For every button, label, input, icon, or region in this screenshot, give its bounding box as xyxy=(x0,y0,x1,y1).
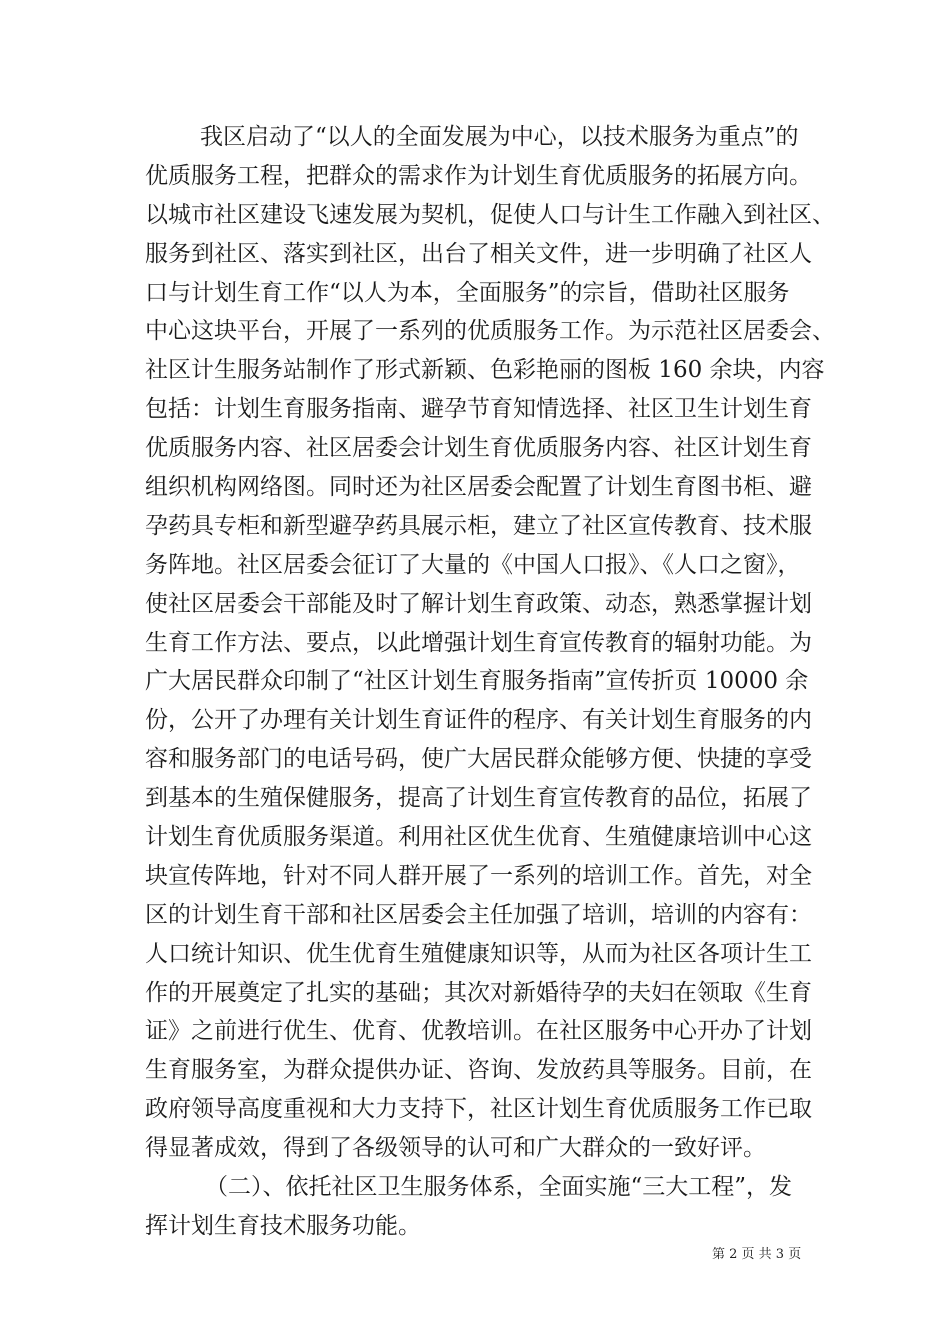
paragraph-line: 优质服务内容、社区居委会计划生育优质服务内容、社区计划生育 xyxy=(145,435,812,462)
paragraph-line: 我区启动了“以人的全面发展为中心，以技术服务为重点”的 xyxy=(200,124,799,150)
paragraph-line: （二）、依托社区卫生服务体系，全面实施“三大工程”，发 xyxy=(205,1174,793,1201)
paragraph-line: 生育服务室，为群众提供办证、咨询、发放药具等服务。目前，在 xyxy=(145,1057,812,1084)
paragraph-line: 中心这块平台，开展了一系列的优质服务工作。为示范社区居委会、 xyxy=(145,318,835,345)
paragraph-line: 组织机构网络图。同时还为社区居委会配置了计划生育图书柜、避 xyxy=(145,474,812,501)
paragraph-line: 政府领导高度重视和大力支持下，社区计划生育优质服务工作已取 xyxy=(145,1096,812,1123)
paragraph-line: 服务到社区、落实到社区，出台了相关文件，进一步明确了社区人 xyxy=(145,240,812,267)
paragraph-2 xyxy=(145,1168,810,1246)
paragraph-1 xyxy=(145,118,835,1168)
paragraph-line: 证》之前进行优生、优育、优教培训。在社区服务中心开办了计划 xyxy=(145,1018,812,1045)
paragraph-line: 区的计划生育干部和社区居委会主任加强了培训，培训的内容有： xyxy=(145,901,812,928)
paragraph-line: 务阵地。社区居委会征订了大量的《中国人口报》、《人口之窗》， xyxy=(145,551,801,578)
paragraph-line: 孕药具专柜和新型避孕药具展示柜，建立了社区宣传教育、技术服 xyxy=(145,512,812,539)
paragraph-line: 包括：计划生育服务指南、避孕节育知情选择、社区卫生计划生育 xyxy=(145,396,812,423)
paragraph-line: 广大居民群众印制了“社区计划生育服务指南”宣传折页 10000 余 xyxy=(145,668,809,695)
paragraph-line: 以城市社区建设飞速发展为契机，促使人口与计生工作融入到社区、 xyxy=(145,201,835,228)
paragraph-line: 使社区居委会干部能及时了解计划生育政策、动态，熟悉掌握计划 xyxy=(145,590,812,617)
paragraph-line: 人口统计知识、优生优育生殖健康知识等，从而为社区各项计生工 xyxy=(145,940,812,967)
page-number-footer: 第 2 页 共 3 页 xyxy=(712,1247,802,1262)
paragraph-line: 作的开展奠定了扎实的基础；其次对新婚待孕的夫妇在领取《生育 xyxy=(145,979,812,1006)
paragraph-line: 份，公开了办理有关计划生育证件的程序、有关计划生育服务的内 xyxy=(145,707,812,734)
paragraph-line: 容和服务部门的电话号码，使广大居民群众能够方便、快捷的享受 xyxy=(145,746,812,773)
paragraph-line: 生育工作方法、要点，以此增强计划生育宣传教育的辐射功能。为 xyxy=(145,629,812,656)
paragraph-line: 优质服务工程，把群众的需求作为计划生育优质服务的拓展方向。 xyxy=(145,162,812,189)
document-body xyxy=(145,118,835,1246)
paragraph-line: 社区计生服务站制作了形式新颖、色彩艳丽的图板 160 余块，内容 xyxy=(145,357,825,384)
paragraph-line: 挥计划生育技术服务功能。 xyxy=(145,1212,421,1239)
paragraph-line: 口与计划生育工作“以人为本，全面服务”的宗旨，借助社区服务 xyxy=(145,279,790,306)
paragraph-line: 计划生育优质服务渠道。利用社区优生优育、生殖健康培训中心这 xyxy=(145,824,812,851)
paragraph-line: 块宣传阵地，针对不同人群开展了一系列的培训工作。首先，对全 xyxy=(145,862,812,889)
paragraph-line: 到基本的生殖保健服务，提高了计划生育宣传教育的品位，拓展了 xyxy=(145,785,812,812)
paragraph-line: 得显著成效，得到了各级领导的认可和广大群众的一致好评。 xyxy=(145,1135,766,1162)
